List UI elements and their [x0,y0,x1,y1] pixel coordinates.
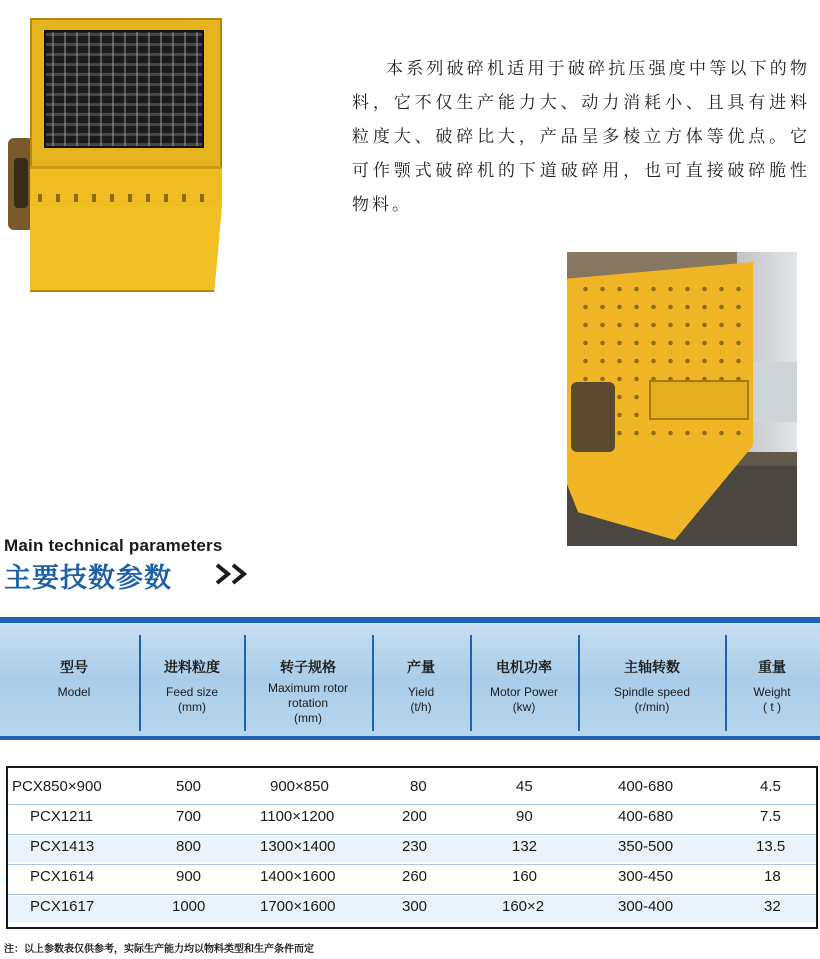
header-rotor-spec: 转子规格 Maximum rotor rotation (mm) [267,660,348,725]
product-description: 本系列破碎机适用于破碎抗压强度中等以下的物料，它不仅生产能力大、动力消耗小、且具有进料粒度大、破碎比大，产品呈多棱立方体等优点。它可作颚式破碎机的下道破碎用，也可直接破碎脆性物料。 [352,59,810,215]
crusher-photo-front [8,18,220,293]
header-motor-power: 电机功率 Motor Power (kw) [489,660,559,714]
table-row: PCX1211 700 1100×1200 200 90 400-680 7.5 [30,808,781,825]
table-header [0,617,820,740]
section-title-en: Main technical parameters [4,536,223,555]
parameters-table [6,766,818,929]
double-chevron-icon [214,562,252,586]
table-row: PCX850×900 500 900×850 80 45 400-680 4.5 [12,778,781,795]
table-row: PCX1617 1000 1700×1600 300 160×2 300-400 32 [8,896,816,922]
table-row: PCX1614 900 1400×1600 260 160 300-450 18 [30,868,781,885]
header-yield: 产量 Yield (t/h) [407,660,435,714]
header-spindle-speed: 主轴转数 Spindle speed (r/min) [613,660,691,714]
table-row: PCX1413 800 1300×1400 230 132 350-500 13.5 [8,836,816,862]
crusher-photo-workshop [567,252,797,546]
section-title-cn: 主要技数参数 [4,563,172,594]
header-weight: 重量 Weight ( t ) [753,660,791,714]
header-model: 型号 Model [57,660,91,699]
footnote: 注：以上参数表仅供参考，实际生产能力均以物料类型和生产条件而定 [4,944,314,955]
header-feed-size: 进料粒度 Feed size (mm) [164,660,220,714]
